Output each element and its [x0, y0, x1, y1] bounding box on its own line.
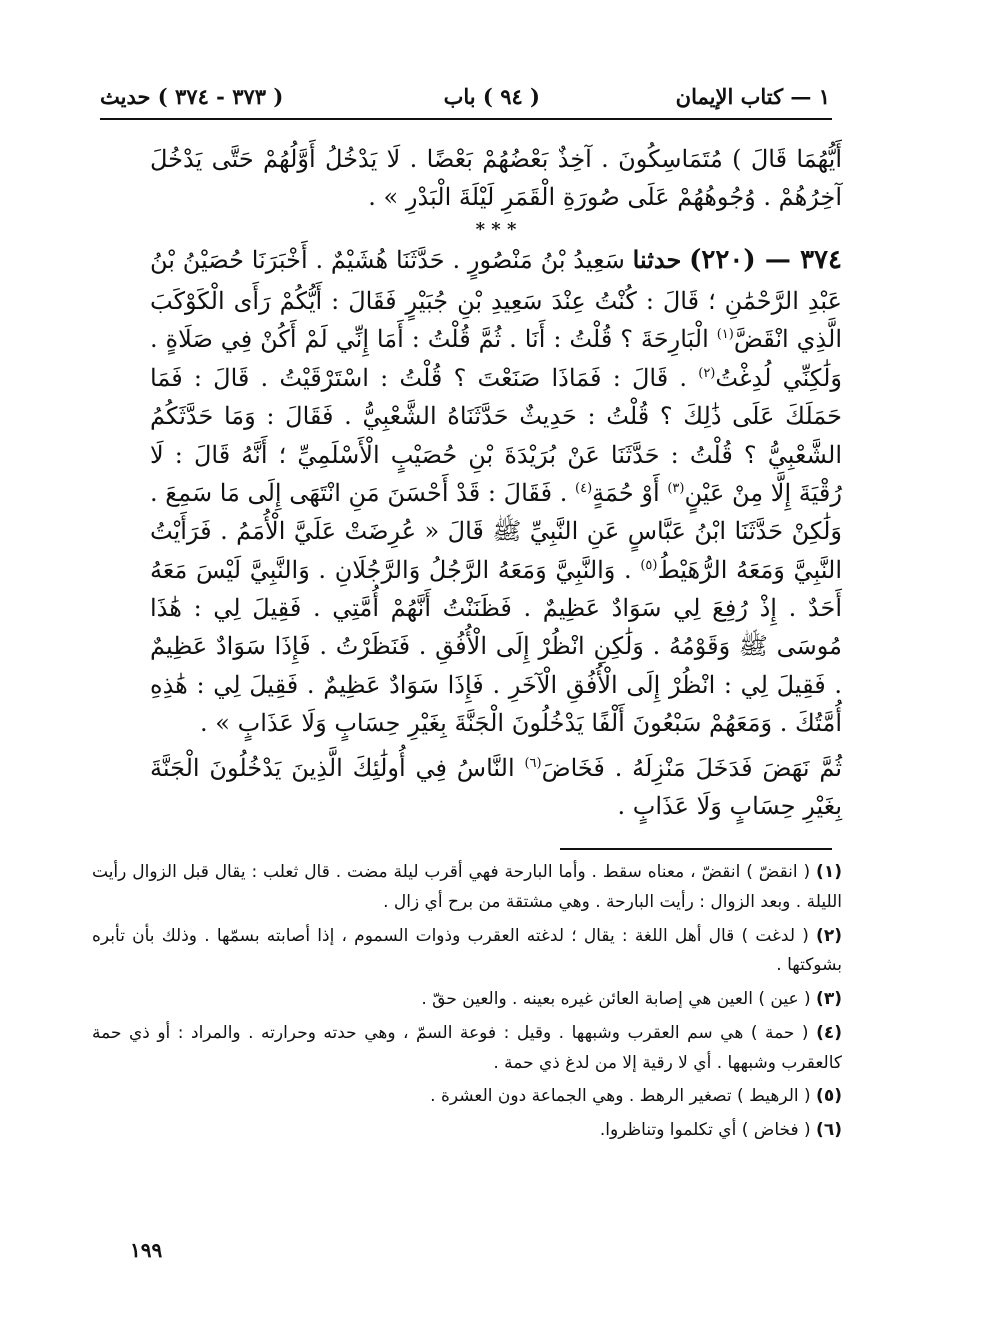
hadith-text-2: الْبَارِحَةَ ؟ قُلْتُ : أَنَا . ثُمَّ قُلْتُ : أَمَا إِنِّي لَمْ أَكُنْ فِي صَلَاةٍ . وَلَٰكِنِّي لُدِغْتُ [150, 325, 843, 392]
hadith-number: ٣٧٤ — (٢٢٠) [689, 245, 842, 276]
hadith-text-1: سَعِيدُ بْنُ مَنْصُورٍ . حَدَّثَنَا هُشَيْمٌ . أَخْبَرَنَا حُصَيْنُ بْنُ عَبْدِ الرَّحْمَٰنِ ؛ قَالَ : كُنْتُ عِنْدَ سَعِيدِ بْنِ جُبَيْرٍ فَقَالَ : أَيُّكُمْ رَأَى الْكَوْكَبَ الَّذِي انْقَضَّ [150, 246, 843, 354]
footnote-ref-6: (٦) [524, 755, 542, 771]
footnote [92, 858, 842, 918]
footnote-number: (٦) [816, 1120, 842, 1140]
footnote-number: (٤) [816, 1022, 843, 1043]
footnote-text: ( عين ) العين هي إصابة العائن غيره بعينه . والعين حقّ . [421, 989, 811, 1009]
footnote-ref-5: (٥) [640, 557, 658, 573]
footnote-ref-1: (١) [716, 327, 734, 343]
footnote-text: ( فخاض ) أي تكلموا وتناظروا. [599, 1120, 811, 1140]
footnote-text: ( لدغت ) قال أهل اللغة : يقال ؛ لدغته العقرب وذوات السموم ، إذا أصابته بسمّها . وذلك بأن تأبره بشوكتها . [92, 925, 842, 976]
footnote [92, 1082, 842, 1112]
hadith-paragraph [150, 240, 842, 742]
footnotes-section [92, 858, 842, 1150]
hadith-text-3: . قَالَ : فَمَاذَا صَنَعْتَ ؟ قُلْتُ : اسْتَرْقَيْتُ . قَالَ : فَمَا حَمَلَكَ عَلَى ذَٰلِكَ ؟ قُلْتُ : حَدِيثٌ حَدَّثَنَاهُ الشَّعْبِيُّ . فَقَالَ : وَمَا حَدَّثَكُمُ الشَّعْبِيُّ ؟ قُلْتُ : حَدَّثَنَا عَنْ بُرَيْدَةَ بْنِ حُصَيْبٍ الْأَسْلَمِيِّ ؛ أَنَّهُ قَالَ : لَا رُقْيَةَ إِلَّا مِنْ عَيْنٍ [150, 363, 842, 507]
running-header [100, 80, 830, 116]
header-rule [100, 118, 832, 120]
footnote [92, 1116, 842, 1146]
footnote-number: (٢) [816, 925, 842, 946]
footnote-number: (١) [816, 862, 842, 882]
footnote-text: ( انقضّ ) انقضّ ، معناه سقط . وأما البارحة فهي أقرب ليلة مضت . قال ثعلب : يقال قبل الزوال رأيت الليلة . وبعد الزوال : رأيت البارحة . وهي مشتقة من برح أي زال . [92, 862, 842, 912]
footnote-ref-2: (٢) [698, 365, 716, 381]
footnote-ref-3: (٣) [667, 480, 685, 496]
continuation-paragraph: أَيُّهُمَا قَالَ ) مُتَمَاسِكُونَ . آخِذٌ بَعْضُهُمْ بَعْضًا . لَا يَدْخُلُ أَوَّلُهُمْ حَتَّى يَدْخُلَ آخِرُهُمْ . وُجُوهُهُمْ عَلَى صُورَةِ الْقَمَرِ لَيْلَةَ الْبَدْرِ » . [150, 145, 842, 212]
closing-paragraph [150, 749, 842, 826]
page-number: ١٩٩ [130, 1238, 163, 1262]
section-separator: * * * [475, 218, 517, 240]
footnote-text: ( الرهيط ) تصغير الرهط . وهي الجماعة دون العشرة . [430, 1086, 811, 1107]
footnote-number: (٣) [816, 989, 842, 1009]
closing-text-2: النَّاسُ فِي أُولَٰئِكَ الَّذِينَ يَدْخُلُونَ الْجَنَّةَ بِغَيْرِ حِسَابٍ وَلَا عَذَابٍ . [150, 753, 842, 821]
hadith-text-5: . فَقَالَ : قَدْ أَحْسَنَ مَنِ انْتَهَى إِلَى مَا سَمِعَ . وَلَٰكِنْ حَدَّثَنَا ابْنُ عَبَّاسٍ عَنِ النَّبِيِّ ﷺ قَالَ « عُرِضَتْ عَلَيَّ الْأُمَمُ . فَرَأَيْتُ النَّبِيَّ وَمَعَهُ الرُّهَيْطُ [150, 478, 842, 584]
header-hadith-range: ( ٣٧٣ - ٣٧٤ ) حديث [100, 84, 284, 109]
hadith-text-4: أَوْ حُمَةٍ [592, 478, 660, 507]
header-chapter: ( ٩٤ ) باب [443, 84, 540, 109]
footnote-rule [560, 848, 832, 850]
footnote [92, 922, 842, 982]
footnote [92, 1019, 842, 1079]
hadith-text-6: . وَالنَّبِيَّ وَمَعَهُ الرَّجُلُ وَالرَّجُلَانِ . وَالنَّبِيَّ لَيْسَ مَعَهُ أَحَدٌ . إِذْ رُفِعَ لِي سَوَادٌ عَظِيمٌ . فَظَنَنْتُ أَنَّهُمْ أُمَّتِي . فَقِيلَ لِي : هَٰذَا مُوسَى ﷺ وَقَوْمُهُ . وَلَٰكِنِ انْظُرْ إِلَى الْأُفُقِ . فَنَظَرْتُ . فَإِذَا سَوَادٌ عَظِيمٌ . فَقِيلَ لِي : انْظُرْ إِلَى الْأُفُقِ الْآخَرِ . فَإِذَا سَوَادٌ عَظِيمٌ . فَقِيلَ لِي : هَٰذِهِ أُمَّتُكَ . وَمَعَهُمْ سَبْعُونَ أَلْفًا يَدْخُلُونَ الْجَنَّةَ بِغَيْرِ حِسَابٍ وَلَا عَذَابٍ » . [150, 555, 842, 738]
main-text [150, 140, 842, 825]
footnote-ref-4: (٤) [575, 480, 593, 496]
footnote-text: ( حمة ) هي سم العقرب وشبهها . وقيل : فوعة السمّ ، وهي حدته وحرارته . والمراد : أو ذي حمة كالعقرب وشبهها . أي لا رقية إلا من لدغ ذي حمة . [92, 1022, 842, 1073]
header-book-title: ١ — كتاب الإيمان [675, 84, 830, 109]
closing-text-1: ثُمَّ نَهَضَ فَدَخَلَ مَنْزِلَهُ . فَخَاضَ [541, 753, 842, 782]
footnote-number: (٥) [816, 1086, 842, 1107]
footnote [92, 985, 842, 1015]
hadith-opening: حدثنا [632, 245, 682, 275]
